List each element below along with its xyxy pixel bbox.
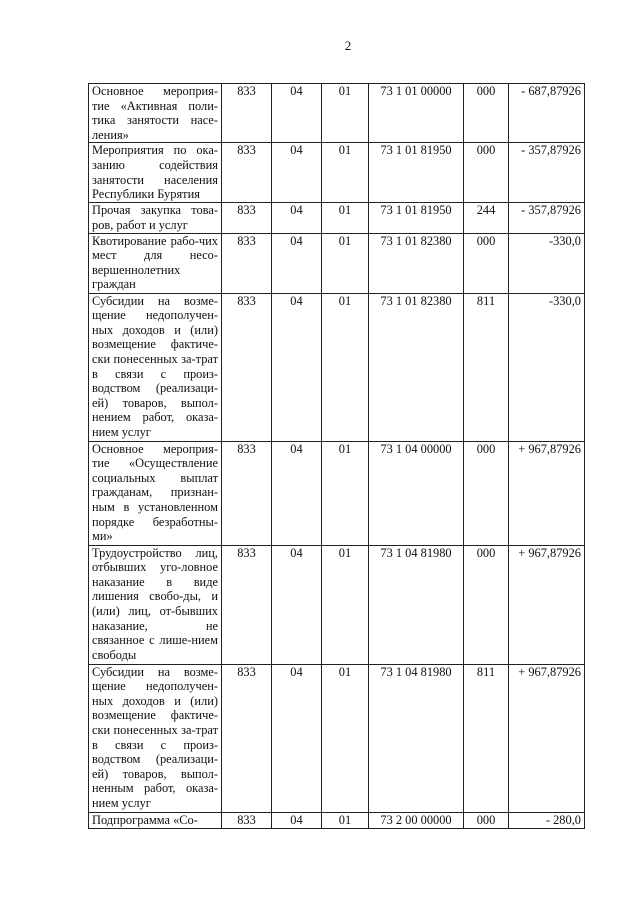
row-name: Основное мероприя-тие «Активная поли-тика занятости насе-ления» xyxy=(89,84,222,143)
row-target-article: 73 1 04 00000 xyxy=(369,441,464,545)
row-target-article: 73 1 01 82380 xyxy=(369,233,464,293)
row-subsection: 01 xyxy=(322,143,369,203)
row-amount: + 967,87926 xyxy=(509,441,585,545)
page-number: 2 xyxy=(344,38,352,53)
table-row xyxy=(89,233,585,293)
row-subsection: 01 xyxy=(322,293,369,441)
row-name: Мероприятия по ока-занию содействия занятости населения Республики Бурятия xyxy=(89,143,222,203)
row-admin-code: 833 xyxy=(222,233,272,293)
row-name: Подпрограмма «Со- xyxy=(89,812,222,828)
row-subsection: 01 xyxy=(322,203,369,233)
row-target-article: 73 1 01 81950 xyxy=(369,203,464,233)
row-section: 04 xyxy=(272,203,322,233)
row-section: 04 xyxy=(272,664,322,812)
row-section: 04 xyxy=(272,545,322,664)
table-row xyxy=(89,143,585,203)
row-subsection: 01 xyxy=(322,84,369,143)
row-amount: - 687,87926 xyxy=(509,84,585,143)
row-amount: - 357,87926 xyxy=(509,203,585,233)
row-expense-type: 811 xyxy=(464,293,509,441)
row-subsection: 01 xyxy=(322,664,369,812)
row-section: 04 xyxy=(272,812,322,828)
table-row xyxy=(89,545,585,664)
row-name: Субсидии на возме-щение недополучен-ных доходов и (или) возмещение фактиче-ски понесенных за-трат в связи с произ-водством (реализаци-ей) товаров, выпол-нением работ, оказа-нием услуг xyxy=(89,293,222,441)
row-expense-type: 000 xyxy=(464,143,509,203)
row-subsection: 01 xyxy=(322,233,369,293)
row-section: 04 xyxy=(272,293,322,441)
row-admin-code: 833 xyxy=(222,664,272,812)
row-target-article: 73 1 01 81950 xyxy=(369,143,464,203)
table-row xyxy=(89,84,585,143)
row-amount: -330,0 xyxy=(509,233,585,293)
row-admin-code: 833 xyxy=(222,203,272,233)
row-admin-code: 833 xyxy=(222,143,272,203)
row-subsection: 01 xyxy=(322,441,369,545)
table-row xyxy=(89,203,585,233)
table-row xyxy=(89,664,585,812)
row-amount: + 967,87926 xyxy=(509,664,585,812)
row-admin-code: 833 xyxy=(222,84,272,143)
table-row xyxy=(89,441,585,545)
table-row xyxy=(89,812,585,828)
row-section: 04 xyxy=(272,233,322,293)
row-expense-type: 000 xyxy=(464,441,509,545)
row-expense-type: 811 xyxy=(464,664,509,812)
row-section: 04 xyxy=(272,143,322,203)
row-name: Субсидии на возме-щение недополучен-ных доходов и (или) возмещение фактиче-ски понесенных за-трат в связи с произ-водством (реализаци-ей) товаров, выпол-ненным работ, оказа-нием услуг xyxy=(89,664,222,812)
row-target-article: 73 2 00 00000 xyxy=(369,812,464,828)
row-target-article: 73 1 01 82380 xyxy=(369,293,464,441)
row-amount: -330,0 xyxy=(509,293,585,441)
row-name: Трудоустройство лиц, отбывших уго-ловное наказание в виде лишения свобо-ды, и (или) лиц, от-бывших наказание, не связанное с лише-нием свободы xyxy=(89,545,222,664)
row-name: Квотирование рабо-чих мест для несо-вершеннолетних граждан xyxy=(89,233,222,293)
row-admin-code: 833 xyxy=(222,441,272,545)
row-name: Основное мероприя-тие «Осуществление социальных выплат гражданам, признан-ным в установленном порядке безработны-ми» xyxy=(89,441,222,545)
row-expense-type: 244 xyxy=(464,203,509,233)
row-amount: - 280,0 xyxy=(509,812,585,828)
row-subsection: 01 xyxy=(322,545,369,664)
row-target-article: 73 1 04 81980 xyxy=(369,664,464,812)
row-admin-code: 833 xyxy=(222,545,272,664)
row-target-article: 73 1 01 00000 xyxy=(369,84,464,143)
row-expense-type: 000 xyxy=(464,84,509,143)
row-section: 04 xyxy=(272,84,322,143)
row-amount: + 967,87926 xyxy=(509,545,585,664)
row-subsection: 01 xyxy=(322,812,369,828)
table-row xyxy=(89,293,585,441)
row-admin-code: 833 xyxy=(222,812,272,828)
row-name: Прочая закупка това-ров, работ и услуг xyxy=(89,203,222,233)
row-expense-type: 000 xyxy=(464,545,509,664)
row-expense-type: 000 xyxy=(464,233,509,293)
row-expense-type: 000 xyxy=(464,812,509,828)
row-target-article: 73 1 04 81980 xyxy=(369,545,464,664)
row-admin-code: 833 xyxy=(222,293,272,441)
row-amount: - 357,87926 xyxy=(509,143,585,203)
row-section: 04 xyxy=(272,441,322,545)
budget-table xyxy=(88,83,585,829)
